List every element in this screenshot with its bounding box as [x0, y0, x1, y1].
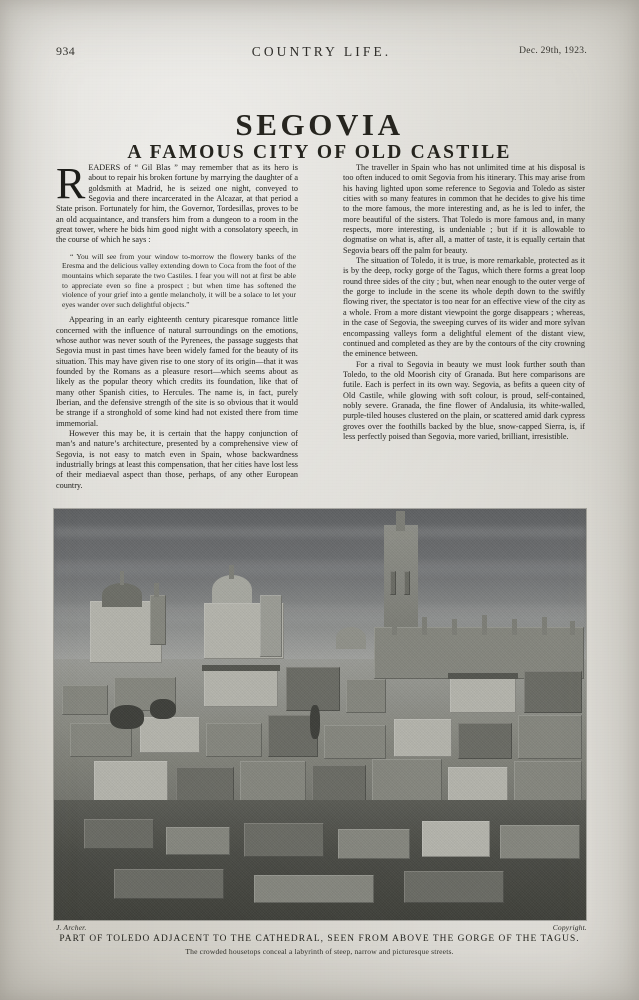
rooftop-house — [62, 685, 108, 715]
paragraph-left-3: However this may be, it is certain that the happy conjunction of man’s and nature’s architecture, presented by a comprehensive view of Segovia, is not easy to match even in Spain, whose backwardness industrially brings at least this compensation, that her cities have lost less of their mediaeval aspect than those, perhaps, of any other European country. — [56, 429, 298, 490]
photograph-toledo — [54, 509, 586, 920]
monastery-finial — [120, 571, 124, 585]
hillside-house — [206, 723, 262, 757]
text-column-left — [56, 159, 298, 491]
photographer-credit: J. Archer. — [56, 923, 87, 932]
lower-house — [254, 875, 374, 903]
hillside-house — [240, 761, 306, 803]
lower-house — [338, 829, 410, 859]
page-number: 934 — [56, 44, 76, 58]
plate-caption-sub: The crowded housetops conceal a labyrinth of steep, narrow and picturesque streets. — [185, 947, 454, 956]
article-title: SEGOVIA — [235, 106, 404, 142]
rooftop-house — [524, 671, 582, 713]
lower-house — [500, 825, 580, 859]
monastery-dome — [102, 583, 142, 607]
lower-house — [166, 827, 230, 855]
paragraph-left-1-text: EADERS of “ Gil Blas ” may remember that as its hero is about to repair his broken fortune by marrying the daughter of a goldsmith at Madrid, he is seized one night, conveyed to Segovia and there incarcerated in the Alcazar, at that period a State prison. Fortunately for him, the Governor, Tordesillas, proves to be an old acquaintance, and transfers him from a dungeon to a room in the great tower, where he bids him good night with a consolatory speech, in the course of which he says : — [56, 163, 298, 245]
hillside-house — [140, 717, 200, 753]
issue-date: Dec. 29th, 1923. — [519, 46, 587, 56]
hillside-house — [324, 725, 386, 759]
photo-cloud-streak — [54, 527, 586, 537]
lower-house — [84, 819, 154, 849]
pinnacle — [422, 617, 427, 635]
copyright-notice: Copyright. — [552, 923, 587, 932]
roof-ridge — [448, 673, 518, 679]
paragraph-right-3: For a rival to Segovia in beauty we must look further south than Toledo, to the old Moorish city of Granada. But here comparisons are futile. Each is perfect in its own way. Segovia, as befits a queen city of Old Castile, while glowing with soft colour, is proud, self-contained, nobly severe. Granada, the fine flower of Andalusia, its white-walled, purple-tiled houses clustered on the plain, or scattered amid dark cypress groves over the foothills backed by the blue, snow-capped Sierra, is, if less perfectly poised than Segovia, more varied, brilliant, irresistible. — [343, 359, 585, 441]
pinnacle — [452, 619, 457, 635]
monastery-turret-spire — [154, 583, 159, 597]
hillside-house — [94, 761, 168, 801]
hillside-house — [458, 723, 512, 759]
church-bell-tower — [260, 595, 282, 657]
pinnacle — [512, 619, 517, 635]
cathedral-spire-base — [388, 531, 414, 539]
rooftop-house — [346, 679, 386, 713]
pinnacle — [570, 621, 575, 635]
lower-house — [422, 821, 490, 857]
hillside-house — [312, 765, 366, 803]
tree-cluster — [150, 699, 176, 719]
hillside-house — [514, 761, 582, 803]
rooftop-house — [204, 669, 278, 707]
paragraph-left-1 — [56, 159, 298, 246]
paragraph-right-1: The traveller in Spain who has not unlimited time at his disposal is too often induced to omit Segovia from his itinerary. This may arise from his having lighted upon some reference to Segovia and Toledo as sister cities with so many features in common that he decides to give his time to the more famous, the more interesting and, as he is led to infer, the more beautiful of the sisters. That Toledo is more famous and, in many respects, more interesting, is undeniable ; but if it is allowable to dogmatise on what is, after all, a matter of taste, it is equally certain that Segovia bears off the palm for beauty. — [343, 163, 585, 255]
roof-ridge — [202, 665, 280, 671]
lower-house — [404, 871, 504, 903]
small-dome — [336, 627, 366, 649]
masthead-title: COUNTRY LIFE. — [251, 44, 392, 59]
paragraph-left-2: Appearing in an early eighteenth century picaresque romance little concerned with the influence of natural surroundings on the emotions, whose author was never south of the Pyrenees, the passage suggests that Segovia must in past times have been widely famed for the beauty of its situation. This may have given rise to one story of its origin—that it was founded by the Romans as a pleasure resort—which seems about as likely as the popular theory which credits its foundation, like that of many other Spanish cities, to Hercules. The name is, in fact, purely Iberian, and the defensive strength of the site is so obvious that it would be strange if a stronghold of some kind had not existed there from time immemorial. — [56, 315, 298, 428]
drop-cap: R — [56, 159, 86, 208]
lower-house — [114, 869, 224, 899]
church-dome — [212, 575, 252, 605]
pinnacle — [482, 615, 487, 635]
running-head — [56, 44, 587, 60]
hillside-house — [394, 719, 452, 757]
dome-lantern — [229, 565, 234, 579]
lower-house — [244, 823, 324, 857]
tree-cluster — [110, 705, 144, 729]
pinnacle — [542, 617, 547, 635]
hillside-house — [518, 715, 582, 759]
hillside-house — [448, 767, 508, 803]
block-quotation-text: “ You will see from your window to-morrow the flowery banks of the Eresma and the delicious valley extending down to Coca from the foot of the mountains which separate the two Castiles. I fear you will not at first be able to appreciate even so fine a prospect ; but when time has softened the violence of your grief into a gentle melancholy, it will be a solace to let your eyes wander over such delightful objects.” — [62, 251, 296, 309]
hillside-house — [372, 759, 442, 803]
paragraph-right-2: The situation of Toledo, it is true, is more remarkable, protected as it is by the deep, rocky gorge of the Tagus, which there forms a great loop round three sides of the city ; but, when near enough to the outer verge of the gorge to include in the scene its whole depth down to the swiftly flowing river, the spectator is too near for an effective view of the city as a whole. From a more distant viewpoint the gorge disappears ; whereas, in the case of Segovia, the sweeping curves of its wider and more sylvan encompassing valleys form a delightful element of the distant view, continued and completed as they are by the contours of the city crowning the eminence between. — [343, 256, 585, 359]
cypress-tree — [310, 705, 320, 739]
monastery-turret — [150, 595, 166, 645]
pinnacle — [392, 619, 397, 635]
tower-window — [404, 571, 410, 595]
block-quotation — [56, 252, 298, 310]
hillside-house — [176, 767, 234, 803]
text-column-right — [343, 163, 585, 442]
photo-cloud-streak — [54, 561, 586, 575]
plate-caption: PART OF TOLEDO ADJACENT TO THE CATHEDRAL, SEEN FROM ABOVE THE GORGE OF THE TAGUS. — [59, 934, 580, 944]
article-subtitle: A FAMOUS CITY OF OLD CASTILE — [127, 142, 512, 164]
rooftop-house — [450, 677, 516, 713]
tower-window — [390, 571, 396, 595]
cathedral-spire — [396, 511, 405, 531]
